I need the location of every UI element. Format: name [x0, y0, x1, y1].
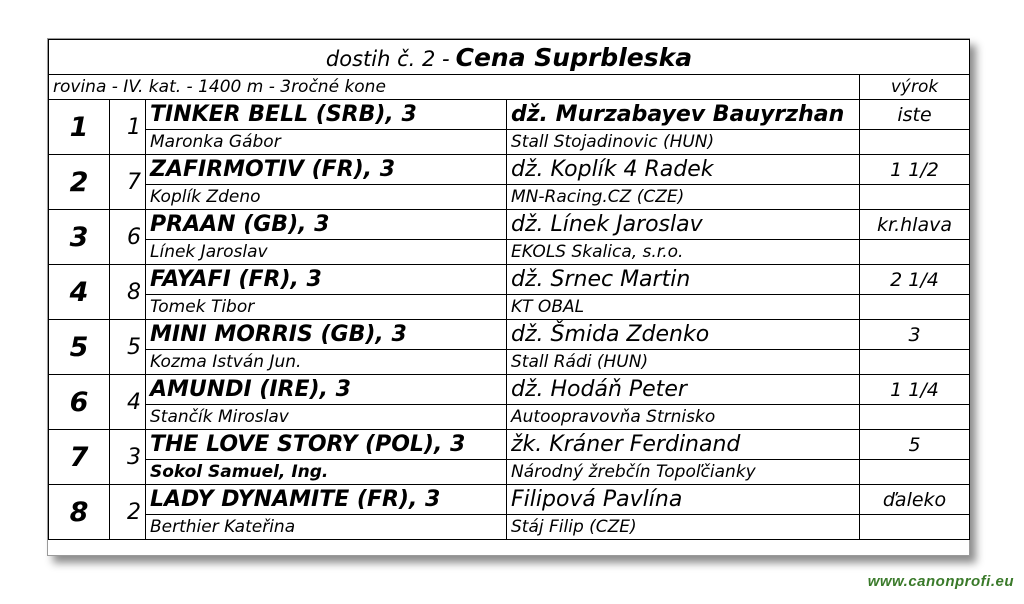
- margin-empty: [860, 240, 970, 265]
- margin-value: 2 1/4: [860, 265, 970, 295]
- start-number: 4: [110, 375, 146, 430]
- horse-name: LADY DYNAMITE (FR), 3: [146, 485, 507, 515]
- result-subrow: [49, 405, 970, 430]
- owner-name: KT OBAL: [507, 295, 860, 320]
- owner-name: Stall Rádi (HUN): [507, 350, 860, 375]
- result-subrow: [49, 185, 970, 210]
- margin-value: 3: [860, 320, 970, 350]
- results-sheet: [47, 38, 970, 556]
- margin-value: iste: [860, 100, 970, 130]
- finish-place: 8: [49, 485, 110, 540]
- jockey-name: dž. Línek Jaroslav: [507, 210, 860, 240]
- result-row: [49, 265, 970, 295]
- title-row: [49, 40, 970, 75]
- margin-empty: [860, 185, 970, 210]
- finish-place: 5: [49, 320, 110, 375]
- start-number: 7: [110, 155, 146, 210]
- trainer-name: Stančík Miroslav: [146, 405, 507, 430]
- margin-empty: [860, 515, 970, 540]
- owner-name: Stáj Filip (CZE): [507, 515, 860, 540]
- jockey-name: dž. Hodáň Peter: [507, 375, 860, 405]
- trainer-name: Berthier Kateřina: [146, 515, 507, 540]
- watermark: www.canonprofi.eu: [867, 573, 1014, 590]
- jockey-name: dž. Šmida Zdenko: [507, 320, 860, 350]
- jockey-name: dž. Srnec Martin: [507, 265, 860, 295]
- start-number: 3: [110, 430, 146, 485]
- result-row: [49, 485, 970, 515]
- owner-name: Autoopravovňa Strnisko: [507, 405, 860, 430]
- result-row: [49, 430, 970, 460]
- margin-empty: [860, 350, 970, 375]
- race-conditions: rovina - IV. kat. - 1400 m - 3ročné kone: [49, 75, 860, 100]
- start-number: 8: [110, 265, 146, 320]
- result-subrow: [49, 295, 970, 320]
- owner-name: Národný žrebčín Topoľčianky: [507, 460, 860, 485]
- race-title-name: Cena Suprbleska: [455, 42, 693, 72]
- margin-empty: [860, 460, 970, 485]
- race-title-prefix: dostih č. 2 -: [325, 46, 450, 71]
- horse-name: AMUNDI (IRE), 3: [146, 375, 507, 405]
- jockey-name: žk. Kráner Ferdinand: [507, 430, 860, 460]
- margin-empty: [860, 405, 970, 430]
- trainer-name: Kozma István Jun.: [146, 350, 507, 375]
- result-row: [49, 375, 970, 405]
- result-row: [49, 320, 970, 350]
- result-subrow: [49, 515, 970, 540]
- horse-name: ZAFIRMOTIV (FR), 3: [146, 155, 507, 185]
- owner-name: Stall Stojadinovic (HUN): [507, 130, 860, 155]
- margin-value: ďaleko: [860, 485, 970, 515]
- owner-name: EKOLS Skalica, s.r.o.: [507, 240, 860, 265]
- finish-place: 3: [49, 210, 110, 265]
- start-number: 2: [110, 485, 146, 540]
- results-table: [48, 39, 970, 540]
- start-number: 1: [110, 100, 146, 155]
- result-row: [49, 210, 970, 240]
- horse-name: FAYAFI (FR), 3: [146, 265, 507, 295]
- jockey-name: dž. Koplík 4 Radek: [507, 155, 860, 185]
- trainer-name: Maronka Gábor: [146, 130, 507, 155]
- conditions-row: [49, 75, 970, 100]
- margin-value: 1 1/4: [860, 375, 970, 405]
- result-subrow: [49, 130, 970, 155]
- result-subrow: [49, 460, 970, 485]
- start-number: 6: [110, 210, 146, 265]
- margin-empty: [860, 295, 970, 320]
- trainer-name: Tomek Tibor: [146, 295, 507, 320]
- owner-name: MN-Racing.CZ (CZE): [507, 185, 860, 210]
- finish-place: 1: [49, 100, 110, 155]
- trainer-name: Sokol Samuel, Ing.: [146, 460, 507, 485]
- result-row: [49, 100, 970, 130]
- horse-name: THE LOVE STORY (POL), 3: [146, 430, 507, 460]
- horse-name: MINI MORRIS (GB), 3: [146, 320, 507, 350]
- horse-name: PRAAN (GB), 3: [146, 210, 507, 240]
- result-subrow: [49, 240, 970, 265]
- margin-value: 5: [860, 430, 970, 460]
- trainer-name: Línek Jaroslav: [146, 240, 507, 265]
- trainer-name: Koplík Zdeno: [146, 185, 507, 210]
- finish-place: 2: [49, 155, 110, 210]
- start-number: 5: [110, 320, 146, 375]
- race-title: [49, 40, 970, 75]
- finish-place: 6: [49, 375, 110, 430]
- finish-place: 7: [49, 430, 110, 485]
- result-subrow: [49, 350, 970, 375]
- horse-name: TINKER BELL (SRB), 3: [146, 100, 507, 130]
- jockey-name: Filipová Pavlína: [507, 485, 860, 515]
- result-row: [49, 155, 970, 185]
- margin-empty: [860, 130, 970, 155]
- margin-value: kr.hlava: [860, 210, 970, 240]
- margin-header: výrok: [860, 75, 970, 100]
- jockey-name: dž. Murzabayev Bauyrzhan: [507, 100, 860, 130]
- finish-place: 4: [49, 265, 110, 320]
- margin-value: 1 1/2: [860, 155, 970, 185]
